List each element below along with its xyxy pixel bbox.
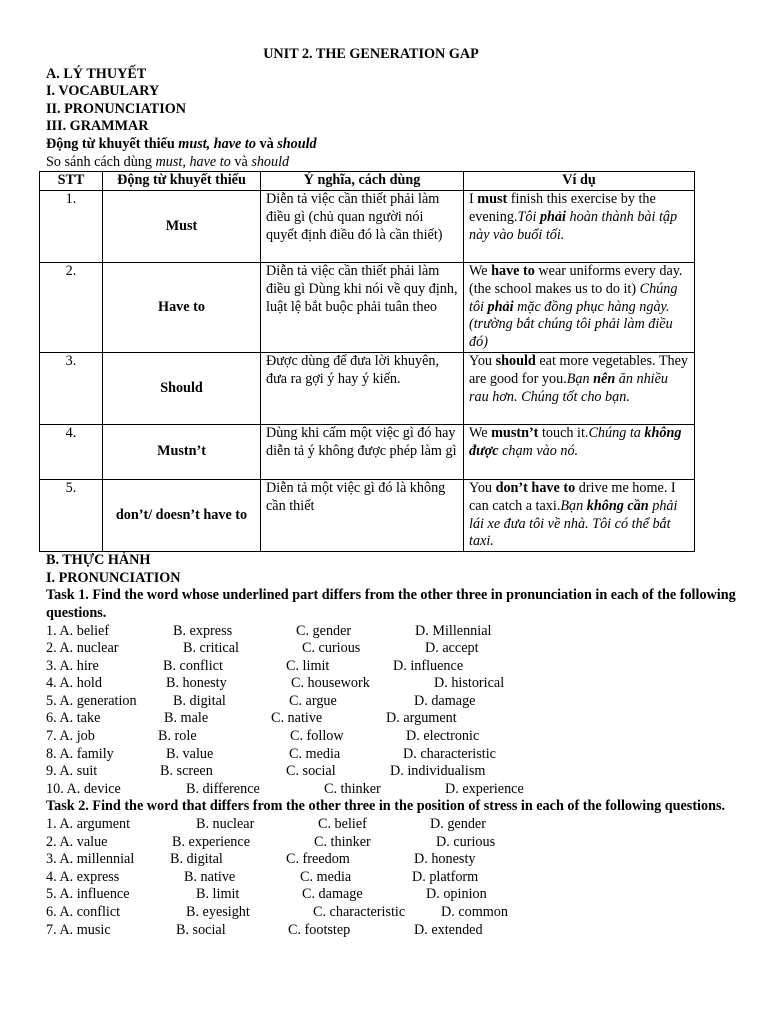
answer-option: B. difference: [186, 780, 260, 797]
section-pronunciation: II. PRONUNCIATION: [46, 100, 187, 117]
answer-option: D. gender: [430, 816, 486, 833]
answer-option: D. opinion: [426, 886, 487, 903]
answer-option: D. experience: [445, 780, 524, 797]
answer-option: 7. A. job: [46, 728, 95, 745]
answer-option: D. electronic: [406, 728, 480, 745]
question-item: [46, 710, 768, 728]
answer-option: D. characteristic: [403, 745, 496, 762]
example-vi-bold: phải: [539, 208, 566, 225]
question-item: [46, 675, 768, 693]
heading-and: và: [255, 135, 278, 152]
answer-option: C. housework: [291, 675, 370, 692]
answer-option: C. curious: [302, 640, 361, 657]
heading-should: should: [277, 135, 317, 152]
answer-option: B. native: [184, 868, 236, 885]
section-grammar: III. GRAMMAR: [46, 118, 149, 135]
row-meaning: Dùng khi cấm một việc gì đó hay diễn tả ý không được phép làm gì: [261, 424, 464, 479]
example-en-pre: You: [469, 479, 496, 496]
question-item: [46, 781, 768, 799]
table-row: [40, 479, 695, 551]
example-en-bold: must: [477, 190, 508, 207]
answer-option: D. Millennial: [415, 622, 492, 639]
example-vi-post: mặc đồng phục hàng ngày. (trường bắt chúng tôi phải làm điều đó): [469, 298, 673, 351]
compare-should: should: [251, 153, 290, 170]
answer-option: 5. A. influence: [46, 886, 130, 903]
answer-option: C. damage: [302, 886, 363, 903]
answer-option: 8. A. family: [46, 745, 114, 762]
example-en-pre: I: [469, 190, 478, 207]
example-en-pre: We: [469, 262, 492, 279]
page-title: UNIT 2. THE GENERATION GAP: [263, 46, 479, 62]
example-en-bold: don’t have to: [495, 479, 576, 496]
answer-option: D. individualism: [390, 763, 486, 780]
row-number: 4.: [40, 424, 103, 479]
task1-question-list: [46, 623, 768, 799]
answer-option: D. influence: [393, 657, 464, 674]
row-number: 2.: [40, 262, 103, 352]
question-item: [46, 658, 768, 676]
example-vi-pre: Tôi: [517, 208, 540, 225]
answer-option: 4. A. hold: [46, 675, 102, 692]
row-meaning: Diễn tả việc cần thiết phải làm điều gì (chủ quan người nói quyết định điều đó là cần thiết): [261, 190, 464, 262]
question-item: [46, 904, 768, 922]
answer-option: C. thinker: [324, 780, 381, 797]
example-vi-pre: Bạn: [566, 370, 594, 387]
example-vi-bold: nên: [593, 370, 616, 387]
answer-option: D. common: [441, 904, 508, 921]
example-vi-post: phải lái xe đưa tôi về nhà. Tôi có thể bắt taxi.: [469, 497, 678, 550]
question-item: [46, 816, 768, 834]
answer-option: B. limit: [196, 886, 240, 903]
example-vi-bold: không cần: [586, 497, 649, 514]
answer-option: C. thinker: [314, 833, 371, 850]
answer-option: 7. A. music: [46, 921, 111, 938]
answer-option: B. eyesight: [186, 904, 250, 921]
answer-option: D. accept: [425, 640, 479, 657]
answer-option: D. curious: [436, 833, 496, 850]
row-modal-verb: Should: [103, 352, 261, 424]
table-row: [40, 190, 695, 262]
heading-italic: must, have to: [178, 135, 256, 152]
question-item: [46, 869, 768, 887]
answer-option: D. extended: [414, 921, 483, 938]
modal-verbs-heading: [46, 136, 768, 154]
example-en-post: finish this exercise by the evening.: [469, 190, 656, 225]
example-vi-pre: Bạn: [560, 497, 587, 514]
compare-line: [46, 154, 768, 172]
example-vi-post: ăn nhiều rau hơn. Chúng tốt cho bạn.: [469, 370, 669, 405]
col-header-example: Ví dụ: [464, 172, 695, 191]
answer-option: B. social: [176, 921, 226, 938]
row-example: [464, 262, 695, 352]
practice-pronunciation: I. PRONUNCIATION: [46, 569, 181, 586]
row-example: [464, 352, 695, 424]
answer-option: C. belief: [318, 816, 367, 833]
answer-option: B. value: [166, 745, 214, 762]
answer-option: B. express: [173, 622, 233, 639]
answer-option: D. argument: [386, 710, 457, 727]
row-number: 5.: [40, 479, 103, 551]
row-example: [464, 479, 695, 551]
compare-italic: must, have to: [155, 153, 231, 170]
question-item: [46, 851, 768, 869]
answer-option: 4. A. express: [46, 868, 120, 885]
question-item: [46, 728, 768, 746]
answer-option: C. media: [289, 745, 341, 762]
example-en-post: wear uniforms every day. (the school makes us to do it): [469, 262, 683, 297]
answer-option: 6. A. conflict: [46, 904, 121, 921]
answer-option: 5. A. generation: [46, 692, 137, 709]
task2-instruction: Task 2. Find the word that differs from the other three in the position of stress in each of the following questions.: [46, 798, 726, 815]
example-en-post: touch it.: [538, 424, 589, 441]
answer-option: C. footstep: [288, 921, 351, 938]
answer-option: 2. A. value: [46, 833, 108, 850]
answer-option: B. honesty: [166, 675, 227, 692]
question-item: [46, 693, 768, 711]
example-en-bold: should: [495, 352, 536, 369]
answer-option: C. characteristic: [313, 904, 406, 921]
answer-option: B. digital: [170, 851, 223, 868]
section-practice: B. THỰC HÀNH: [46, 552, 151, 569]
answer-option: C. native: [271, 710, 323, 727]
answer-option: B. digital: [173, 692, 226, 709]
answer-option: 9. A. suit: [46, 763, 98, 780]
table-header-row: [40, 172, 695, 191]
row-number: 1.: [40, 190, 103, 262]
col-header-stt: STT: [40, 172, 103, 191]
answer-option: C. follow: [290, 728, 344, 745]
answer-option: 3. A. millennial: [46, 851, 135, 868]
answer-option: 2. A. nuclear: [46, 640, 119, 657]
example-vi-pre: Chúng ta: [588, 424, 645, 441]
task1-instruction: Task 1. Find the word whose underlined part differs from the other three in pronunciation in each of the following questions.: [46, 587, 736, 621]
col-header-meaning: Ý nghĩa, cách dùng: [261, 172, 464, 191]
answer-option: D. honesty: [414, 851, 476, 868]
answer-option: D. damage: [414, 692, 476, 709]
example-vi-pre: Chúng tôi: [469, 280, 678, 315]
answer-option: 3. A. hire: [46, 657, 99, 674]
answer-option: B. male: [164, 710, 209, 727]
example-en-pre: You: [469, 352, 496, 369]
table-row: [40, 262, 695, 352]
answer-option: C. social: [286, 763, 336, 780]
answer-option: B. conflict: [163, 657, 223, 674]
row-example: [464, 424, 695, 479]
answer-option: C. gender: [296, 622, 352, 639]
example-en-pre: We: [469, 424, 492, 441]
row-modal-verb: don’t/ doesn’t have to: [103, 479, 261, 551]
question-item: [46, 834, 768, 852]
row-meaning: Diễn tả một việc gì đó là không cần thiết: [261, 479, 464, 551]
answer-option: D. platform: [412, 868, 479, 885]
row-example: [464, 190, 695, 262]
row-modal-verb: Have to: [103, 262, 261, 352]
table-body: [40, 190, 695, 551]
example-en-bold: mustn’t: [491, 424, 539, 441]
row-meaning: Diễn tả việc cần thiết phải làm điều gì Dùng khi nói về quy định, luật lệ bắt buộc phải tuân theo: [261, 262, 464, 352]
example-vi-bold: không được: [469, 424, 682, 459]
question-item: [46, 623, 768, 641]
question-item: [46, 763, 768, 781]
answer-option: B. critical: [183, 640, 239, 657]
question-item: [46, 886, 768, 904]
example-en-post: eat more vegetables. They are good for you.: [469, 352, 688, 387]
table-row: [40, 424, 695, 479]
answer-option: D. historical: [434, 675, 505, 692]
question-item: [46, 746, 768, 764]
example-vi-bold: phải: [487, 298, 514, 315]
answer-option: B. nuclear: [196, 816, 255, 833]
answer-option: 1. A. belief: [46, 622, 110, 639]
example-en-post: drive me home. I can catch a taxi.: [469, 479, 676, 514]
answer-option: B. experience: [172, 833, 250, 850]
question-item: [46, 640, 768, 658]
answer-option: C. media: [300, 868, 352, 885]
example-vi-post: hoàn thành bài tập này vào buổi tối.: [469, 208, 678, 243]
section-theory: A. LÝ THUYẾT: [46, 65, 147, 82]
task2-question-list: [46, 816, 768, 939]
answer-option: C. argue: [289, 692, 337, 709]
answer-option: C. freedom: [286, 851, 350, 868]
answer-option: B. screen: [160, 763, 213, 780]
compare-text: So sánh cách dùng: [46, 153, 156, 170]
question-item: [46, 922, 768, 940]
answer-option: 10. A. device: [46, 780, 121, 797]
row-number: 3.: [40, 352, 103, 424]
answer-option: C. limit: [286, 657, 330, 674]
modal-verbs-table: [39, 171, 695, 552]
row-meaning: Được dùng để đưa lời khuyên, đưa ra gợi ý hay ý kiến.: [261, 352, 464, 424]
heading-text: Động từ khuyết thiếu: [46, 135, 179, 152]
answer-option: 6. A. take: [46, 710, 101, 727]
row-modal-verb: Must: [103, 190, 261, 262]
col-header-verb: Động từ khuyết thiếu: [103, 172, 261, 191]
row-modal-verb: Mustn’t: [103, 424, 261, 479]
compare-and: và: [230, 153, 252, 170]
example-vi-post: chạm vào nó.: [498, 442, 579, 459]
table-row: [40, 352, 695, 424]
answer-option: B. role: [158, 728, 197, 745]
answer-option: 1. A. argument: [46, 816, 131, 833]
section-vocabulary: I. VOCABULARY: [46, 83, 160, 100]
example-en-bold: have to: [491, 262, 535, 279]
